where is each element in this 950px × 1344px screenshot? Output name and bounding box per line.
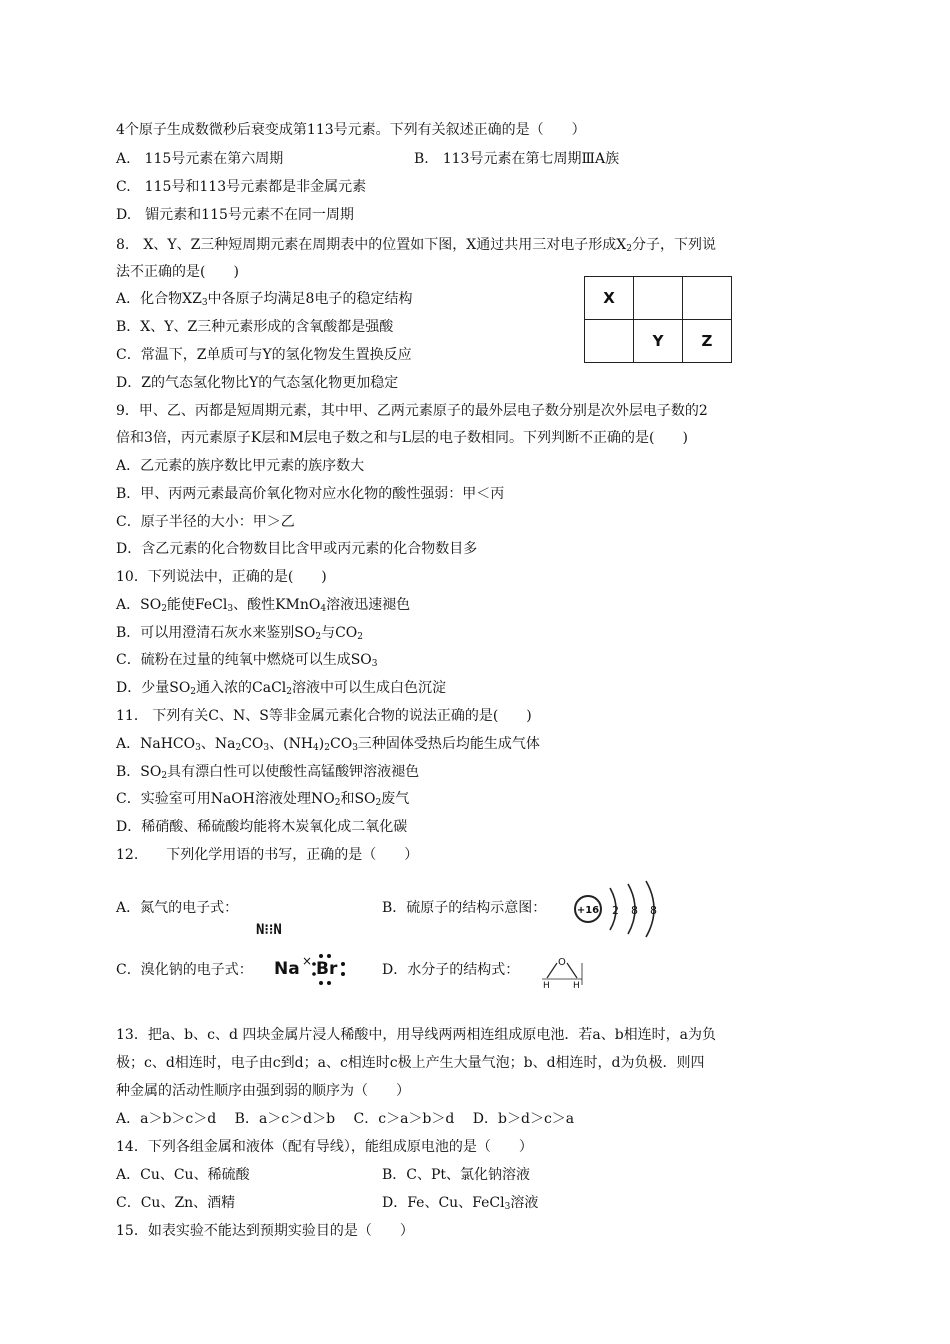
q8-option-a: A．化合物$XZ_3$中各原子均满足8电子的稳定结构 (116, 291, 413, 308)
cell-empty (634, 277, 683, 320)
q10-option-d: D．少量$SO_2$通入浓的CaCl$_2$溶液中可以生成白色沉淀 (116, 680, 447, 697)
water-structure-diagram (540, 953, 584, 989)
shell-3-count: 8 (650, 904, 657, 917)
q12-option-c: C．溴化钠的电子式： (116, 962, 253, 978)
q7-option-d: D. 镅元素和115号元素不在同一周期 (116, 207, 354, 223)
q7-stem: 4个原子生成数微秒后衰变成第113号元素。下列有关叙述正确的是（ ） (116, 122, 586, 138)
q12-stem: 12. 下列化学用语的书写，正确的是（ ） (116, 847, 419, 863)
q9-stem-line1: 9．甲、乙、丙都是短周期元素，其中甲、乙两元素原子的最外层电子数分别是次外层电子数的2 (116, 403, 708, 419)
transfer-mark: × (302, 954, 313, 968)
na-symbol: Na (274, 959, 300, 979)
q10-option-a: A．$SO_2$能使FeCl$_3$、酸性KMnO$_4$溶液迅速褪色 (116, 597, 411, 614)
periodic-position-table (584, 276, 732, 363)
q14-option-b: B．C、Pt、氯化钠溶液 (382, 1167, 531, 1183)
q7-option-b: B. 113号元素在第七周期ⅢA族 (414, 151, 620, 167)
q13-stem-line3: 种金属的活动性顺序由强到弱的顺序为（ ） (116, 1083, 410, 1099)
cell-y: Y (634, 320, 683, 363)
q9-option-a: A．乙元素的族序数比甲元素的族序数大 (116, 458, 365, 474)
q11-option-a: A．NaHCO$_3$、$Na_2CO_3$、$(NH_4)_2CO_3$三种固体受热后均能生成气体 (116, 736, 540, 753)
cell-x: X (585, 277, 634, 320)
nitrogen-electron-formula: N⁝⁝N (256, 922, 282, 938)
q14-stem: 14．下列各组金属和液体（配有导线），能组成原电池的是（ ） (116, 1139, 533, 1155)
q7-option-c: C. 115号和113号元素都是非金属元素 (116, 179, 367, 195)
q8-stem-line1: 8. X、Y、Z三种短周期元素在周期表中的位置如下图，X通过共用三对电子形成$X_2$分子，下列说 (116, 237, 716, 254)
sodium-bromide-formula (272, 952, 350, 986)
q8-option-c: C．常温下，Z单质可与Y的氢化物发生置换反应 (116, 347, 412, 363)
nucleus-label: +16 (576, 905, 600, 916)
q8-option-d: D．Z的气态氢化物比Y的气态氢化物更加稳定 (116, 375, 399, 391)
q11-option-c: C．实验室可用NaOH溶液处理$NO_2$和$SO_2$废气 (116, 791, 410, 808)
hydrogen-label: H (573, 981, 580, 989)
shell-1-count: 2 (612, 904, 619, 917)
q11-stem: 11． 下列有关C、N、S等非金属元素化合物的说法正确的是( ) (116, 708, 532, 724)
q13-stem-line2: 极；c、d相连时，电子由c到d；a、c相连时c极上产生大量气泡；b、d相连时，d为负极．则四 (116, 1055, 705, 1071)
q14-option-d: D．Fe、Cu、FeCl$_3$溶液 (382, 1195, 539, 1212)
cell-empty (585, 320, 634, 363)
q12-option-d: D．水分子的结构式： (382, 962, 520, 978)
q7-option-a: A. 115号元素在第六周期 (116, 151, 284, 167)
q14-option-c: C．Cu、Zn、酒精 (116, 1195, 236, 1211)
q15-stem: 15．如表实验不能达到预期实验目的是（ ） (116, 1223, 414, 1239)
sulfur-atom-diagram (572, 876, 668, 942)
q9-stem-line2: 倍和3倍，丙元素原子K层和M层电子数之和与L层的电子数相同。下列判断不正确的是( ) (116, 430, 688, 446)
q8-stem-line2: 法不正确的是( ) (116, 264, 239, 280)
q13-options: A．a＞b＞c＞d B．a＞c＞d＞b C．c＞a＞b＞d D．b＞d＞c＞a (116, 1111, 575, 1127)
q9-option-c: C．原子半径的大小：甲＞乙 (116, 514, 295, 530)
q13-stem-line1: 13．把a、b、c、d 四块金属片浸人稀酸中，用导线两两相连组成原电池．若a、b相连时，a为负 (116, 1027, 717, 1043)
q10-option-b: B．可以用澄清石灰水来鉴别$SO_2$与$CO_2$ (116, 625, 364, 642)
cell-z: Z (683, 320, 732, 363)
oxygen-label: O (558, 957, 566, 968)
electron-dots (310, 952, 348, 986)
q14-option-a: A．Cu、Cu、稀硫酸 (116, 1167, 250, 1183)
q10-option-c: C．硫粉在过量的纯氧中燃烧可以生成$SO_3$ (116, 652, 378, 669)
q9-option-b: B．甲、丙两元素最高价氧化物对应水化物的酸性强弱：甲＜丙 (116, 486, 505, 502)
q10-stem: 10．下列说法中，正确的是( ) (116, 569, 327, 585)
cell-empty (683, 277, 732, 320)
shell-2-count: 8 (631, 904, 638, 917)
q11-option-b: B．$SO_2$具有漂白性可以使酸性高锰酸钾溶液褪色 (116, 764, 420, 781)
hydrogen-label: H (543, 981, 550, 989)
q12-option-a: A．氮气的电子式： (116, 900, 239, 916)
br-symbol: Br (316, 959, 338, 979)
q12-option-b: B．硫原子的结构示意图： (382, 900, 547, 916)
q9-option-d: D．含乙元素的化合物数目比含甲或丙元素的化合物数目多 (116, 541, 478, 557)
q8-option-b: B．X、Y、Z三种元素形成的含氧酸都是强酸 (116, 319, 394, 335)
q11-option-d: D．稀硝酸、稀硫酸均能将木炭氧化成二氧化碳 (116, 819, 408, 835)
